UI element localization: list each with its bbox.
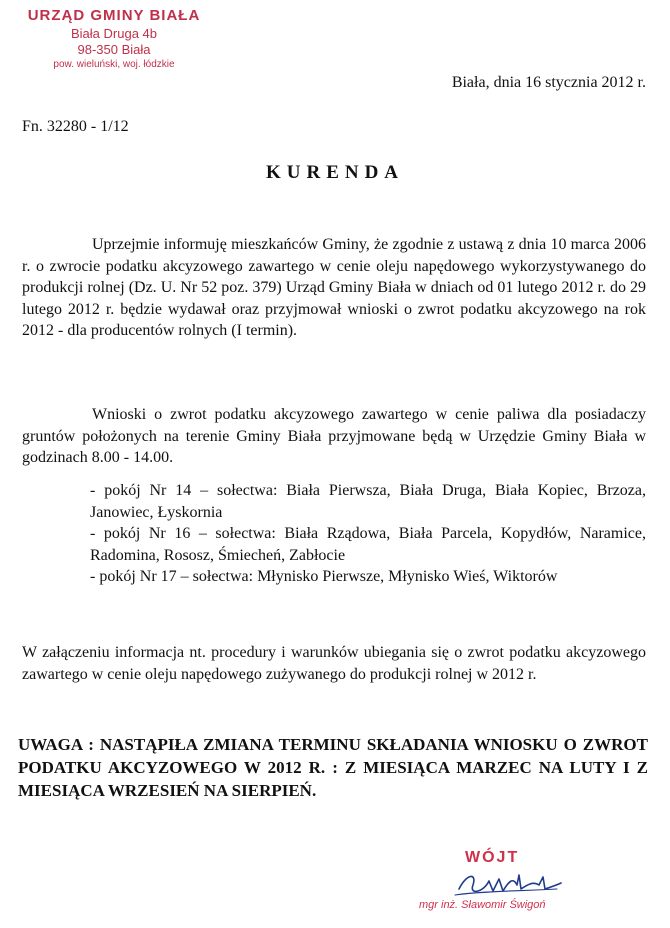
- signature-title: WÓJT: [465, 849, 520, 866]
- stamp-office-name: URZĄD GMINY BIAŁA: [27, 7, 201, 24]
- paragraph-attachment: W załączeniu informacja nt. procedury i warunków ubiegania się o zwrot podatku akcyzowego zawartego w cenie oleju napędowego zużywanego do produkcji rolnej w 2012 r.: [22, 644, 646, 683]
- document-title: KURENDA: [265, 162, 405, 183]
- office-stamp: [14, 6, 214, 72]
- document-date: Biała, dnia 16 stycznia 2012 r.: [451, 74, 646, 91]
- stamp-postal: 98-350 Biała: [77, 42, 151, 57]
- stamp-district: pow. wieluński, woj. łódzkie: [53, 59, 175, 70]
- stamp-street: Biała Druga 4b: [71, 26, 157, 41]
- reference-number: Fn. 32280 - 1/12: [22, 118, 129, 135]
- warning-notice: UWAGA : NASTĄPIŁA ZMIANA TERMINU SKŁADANIA WNIOSKU O ZWROT PODATKU AKCYZOWEGO W 2012 R. : Z MIESIĄCA MARZEC NA LUTY I Z MIESIĄCA WRZESIEŃ NA SIERPIEŃ.: [18, 735, 648, 800]
- signatory-name: mgr inż. Sławomir Świgoń: [419, 899, 546, 911]
- paragraph-intro: Uprzejmie informuję mieszkańców Gminy, że zgodnie z ustawą z dnia 10 marca 2006 r. o zwrocie podatku akcyzowego zawartego w cenie oleju napędowego wykorzystywanego do produkcji rolnej (Dz. U. Nr 52 poz. 379) Urząd Gminy Biała w dniach od 01 lutego 2012 r. do 29 lutego 2012 r. będzie wydawał oraz przyjmował wnioski o zwrot podatku akcyzowego na rok 2012 - dla producentów rolnych (I termin).: [22, 236, 646, 339]
- list-item: - pokój Nr 17 – sołectwa: Młynisko Pierwsze, Młynisko Wieś, Wiktorów: [90, 568, 558, 585]
- signature-block: [405, 845, 625, 925]
- room-list: [90, 480, 646, 588]
- paragraph-applications: Wnioski o zwrot podatku akcyzowego zawartego w cenie paliwa dla posiadaczy gruntów położonych na terenie Gminy Biała przyjmowane będą w Urzędzie Gminy Biała w godzinach 8.00 - 14.00.: [22, 406, 646, 466]
- handwritten-signature-icon: [453, 867, 563, 901]
- list-item: - pokój Nr 14 – sołectwa: Biała Pierwsza, Biała Druga, Biała Kopiec, Brzoza, Janowiec, Łyskornia: [90, 482, 646, 521]
- list-item: - pokój Nr 16 – sołectwa: Biała Rządowa, Biała Parcela, Kopydłów, Naramice, Radomina, Rososz, Śmiecheń, Zabłocie: [90, 525, 646, 564]
